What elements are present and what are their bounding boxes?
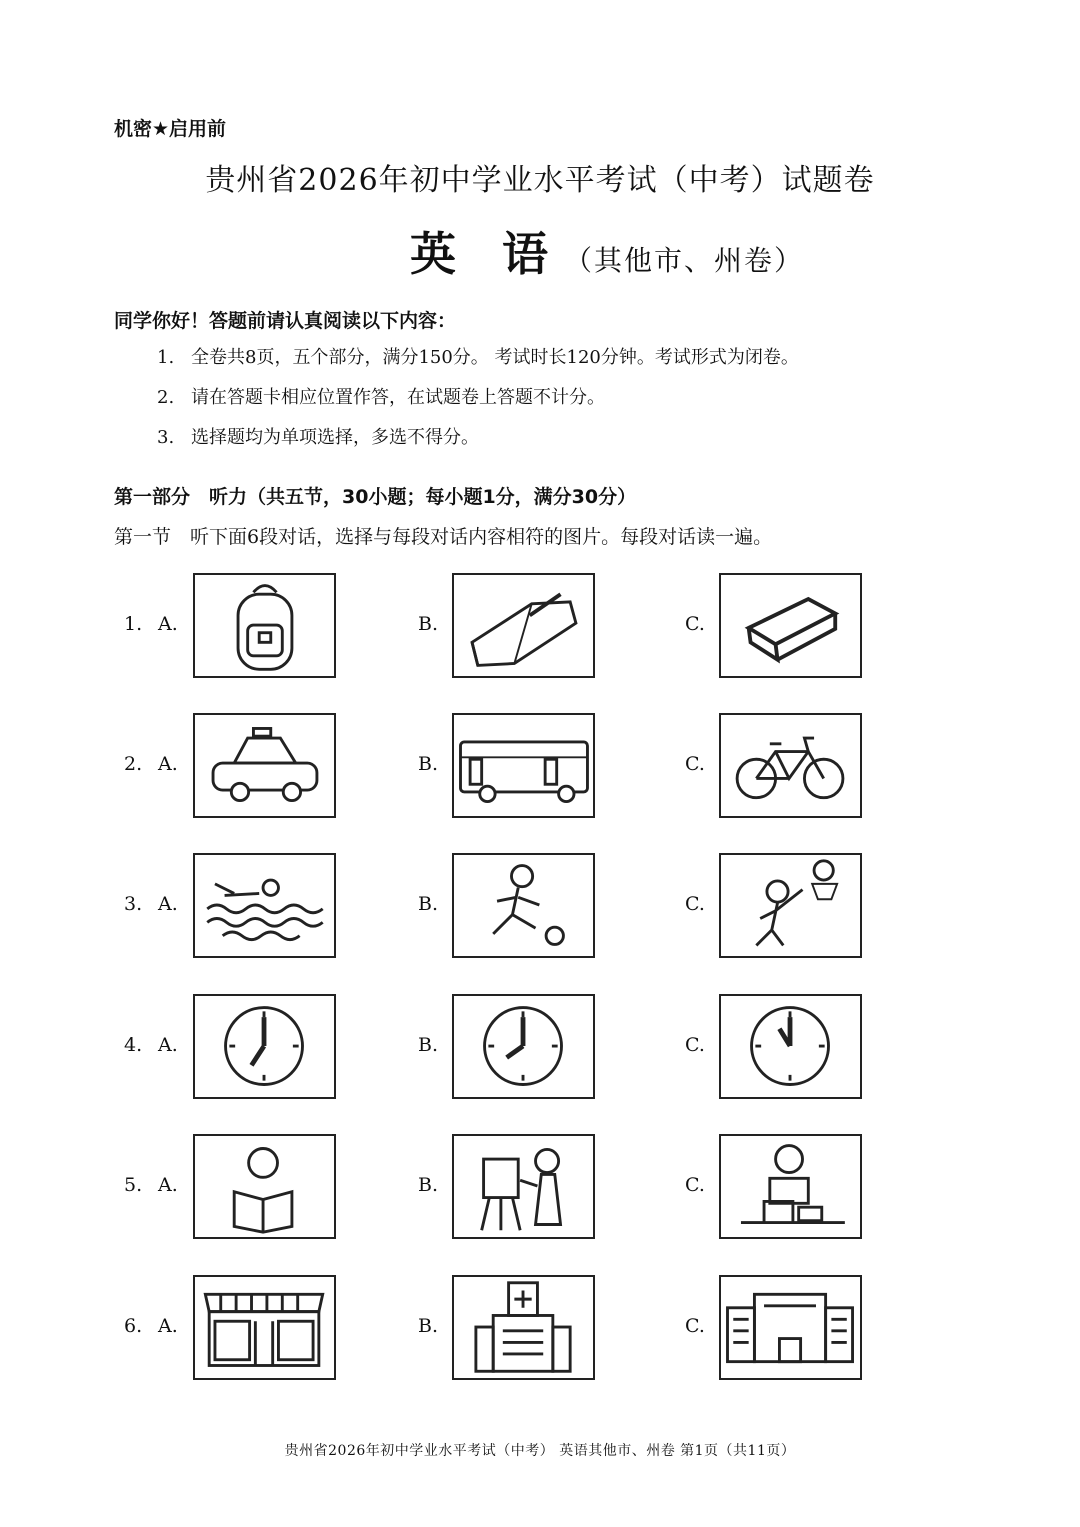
question-number: 6.	[124, 1315, 143, 1337]
confidential-label: 机密★启用前	[114, 118, 227, 140]
taxi-icon	[193, 713, 336, 818]
clock-icon	[452, 994, 595, 1099]
question-number: 5.	[124, 1174, 143, 1196]
school-icon	[719, 1275, 862, 1380]
subject-title: 英语	[410, 227, 594, 281]
basketball-icon	[719, 853, 862, 958]
option-letter: C.	[685, 613, 705, 635]
option-letter: C.	[685, 893, 705, 915]
option-letter: A.	[158, 893, 178, 915]
question-number: 1.	[124, 613, 143, 635]
swimming-icon	[193, 853, 336, 958]
shop-icon	[193, 1275, 336, 1380]
subject-heading	[410, 218, 804, 284]
question-row-4	[0, 994, 1080, 1104]
part1-title: 第一部分 听力（共五节，30小题；每小题1分，满分30分）	[114, 486, 637, 508]
backpack-icon	[193, 573, 336, 678]
option-letter: B.	[418, 1034, 439, 1056]
question-number: 2.	[124, 753, 143, 775]
question-row-5	[0, 1134, 1080, 1244]
painting-icon	[452, 1134, 595, 1239]
option-letter: B.	[418, 613, 439, 635]
page-footer: 贵州省2026年初中学业水平考试（中考） 英语其他市、州卷 第1页（共11页）	[284, 1443, 796, 1459]
clock-icon	[719, 994, 862, 1099]
clock-icon	[193, 994, 336, 1099]
option-letter: C.	[685, 753, 705, 775]
question-row-2	[0, 713, 1080, 823]
instruction-item: 1. 全卷共8页，五个部分，满分150分。 考试时长120分钟。考试形式为闭卷。	[157, 347, 799, 368]
question-number: 3.	[124, 893, 143, 915]
instruction-item: 3. 选择题均为单项选择，多选不得分。	[157, 427, 479, 448]
option-letter: A.	[158, 613, 178, 635]
option-letter: A.	[158, 1315, 178, 1337]
section1-instruction: 第一节 听下面6段对话，选择与每段对话内容相符的图片。每段对话读一遍。	[114, 526, 773, 548]
question-row-3	[0, 853, 1080, 963]
reading-icon	[193, 1134, 336, 1239]
option-letter: B.	[418, 753, 439, 775]
exam-title: 贵州省2026年初中学业水平考试（中考）试题卷	[205, 163, 875, 198]
option-letter: A.	[158, 1174, 178, 1196]
question-number: 4.	[124, 1034, 143, 1056]
option-letter: B.	[418, 893, 439, 915]
option-letter: C.	[685, 1034, 705, 1056]
subject-note: （其他市、州卷）	[564, 244, 805, 277]
instructions-greeting: 同学你好！答题前请认真阅读以下内容：	[114, 310, 457, 332]
question-row-1	[0, 573, 1080, 683]
question-row-6	[0, 1275, 1080, 1385]
instructions-list	[157, 344, 799, 464]
bicycle-icon	[719, 713, 862, 818]
soccer-icon	[452, 853, 595, 958]
option-letter: A.	[158, 753, 178, 775]
cooking-icon	[719, 1134, 862, 1239]
option-letter: B.	[418, 1315, 439, 1337]
option-letter: A.	[158, 1034, 178, 1056]
pencil-case-icon	[452, 573, 595, 678]
instruction-item: 2. 请在答题卡相应位置作答，在试题卷上答题不计分。	[157, 387, 605, 408]
option-letter: B.	[418, 1174, 439, 1196]
bus-icon	[452, 713, 595, 818]
option-letter: C.	[685, 1315, 705, 1337]
option-letter: C.	[685, 1174, 705, 1196]
eraser-icon	[719, 573, 862, 678]
hospital-icon	[452, 1275, 595, 1380]
